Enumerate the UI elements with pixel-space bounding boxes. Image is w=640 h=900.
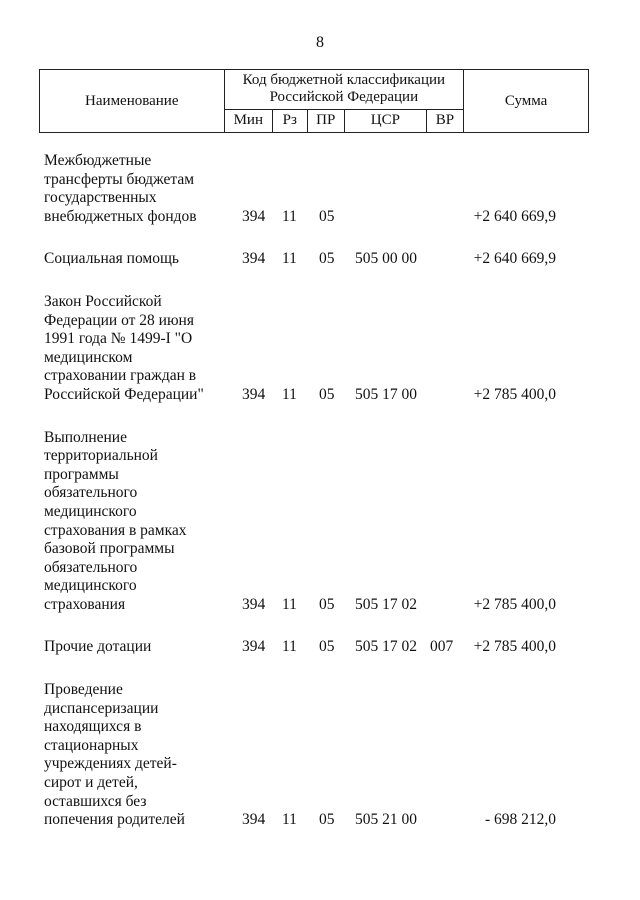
row-rz: 11 — [282, 385, 297, 403]
row-sum: +2 785 400,0 — [473, 638, 556, 656]
row-rz: 11 — [282, 638, 297, 656]
row-sum: +2 785 400,0 — [473, 385, 556, 403]
row-min: 394 — [242, 638, 266, 656]
header-vr: ВР — [426, 109, 464, 132]
header-pr: ПР — [307, 109, 345, 132]
row-min: 394 — [242, 207, 266, 225]
row-min: 394 — [242, 595, 266, 613]
row-name: Прочие дотации — [44, 638, 152, 656]
row-min: 394 — [242, 250, 266, 268]
row-pr: 05 — [319, 250, 335, 268]
row-sum: - 698 212,0 — [484, 811, 556, 829]
header-sum: Сумма — [464, 70, 589, 133]
row-rz: 11 — [282, 811, 297, 829]
row-csr: 505 17 00 — [355, 385, 417, 403]
row-pr: 05 — [319, 638, 335, 656]
table-body — [0, 152, 640, 854]
table-row — [0, 293, 640, 405]
table-row — [0, 681, 640, 830]
row-rz: 11 — [282, 207, 297, 225]
row-name: Межбюджетные трансферты бюджетам государственных внебюджетных фондов — [44, 152, 197, 225]
row-pr: 05 — [319, 811, 335, 829]
header-name: Наименование — [40, 70, 225, 133]
row-rz: 11 — [282, 250, 297, 268]
row-name: Социальная помощь — [44, 250, 179, 268]
row-csr: 505 17 02 — [355, 595, 417, 613]
row-sum: +2 785 400,0 — [473, 595, 556, 613]
table-row — [0, 429, 640, 615]
row-min: 394 — [242, 385, 266, 403]
header-min: Мин — [224, 109, 273, 132]
row-name: Выполнение территориальной программы обязательного медицинского страхования в рамках базовой программы обязательного медицинского страхования — [44, 428, 187, 613]
header-code-group: Код бюджетной классификации Российской Федерации — [224, 70, 464, 110]
row-min: 394 — [242, 811, 266, 829]
row-pr: 05 — [319, 207, 335, 225]
header-rz: Рз — [273, 109, 307, 132]
row-name: Проведение диспансеризации находящихся в стационарных учреждениях детей- сирот и детей, оставшихся без попечения родителей — [44, 681, 185, 829]
row-vr: 007 — [430, 638, 454, 656]
row-csr: 505 17 02 — [355, 638, 417, 656]
row-csr: 505 00 00 — [355, 250, 417, 268]
row-sum: +2 640 669,9 — [473, 207, 556, 225]
table-row — [0, 638, 640, 657]
table-row — [0, 250, 640, 269]
page-number: 8 — [316, 34, 324, 51]
table-header — [39, 69, 589, 133]
row-sum: +2 640 669,9 — [473, 250, 556, 268]
row-pr: 05 — [319, 385, 335, 403]
row-csr: 505 21 00 — [355, 811, 417, 829]
table-row — [0, 152, 640, 226]
header-csr: ЦСР — [345, 109, 427, 132]
row-name: Закон Российской Федерации от 28 июня 1991 года № 1499-I "О медицинском страховании граждан в Российской Федерации" — [44, 292, 204, 403]
row-rz: 11 — [282, 595, 297, 613]
row-pr: 05 — [319, 595, 335, 613]
